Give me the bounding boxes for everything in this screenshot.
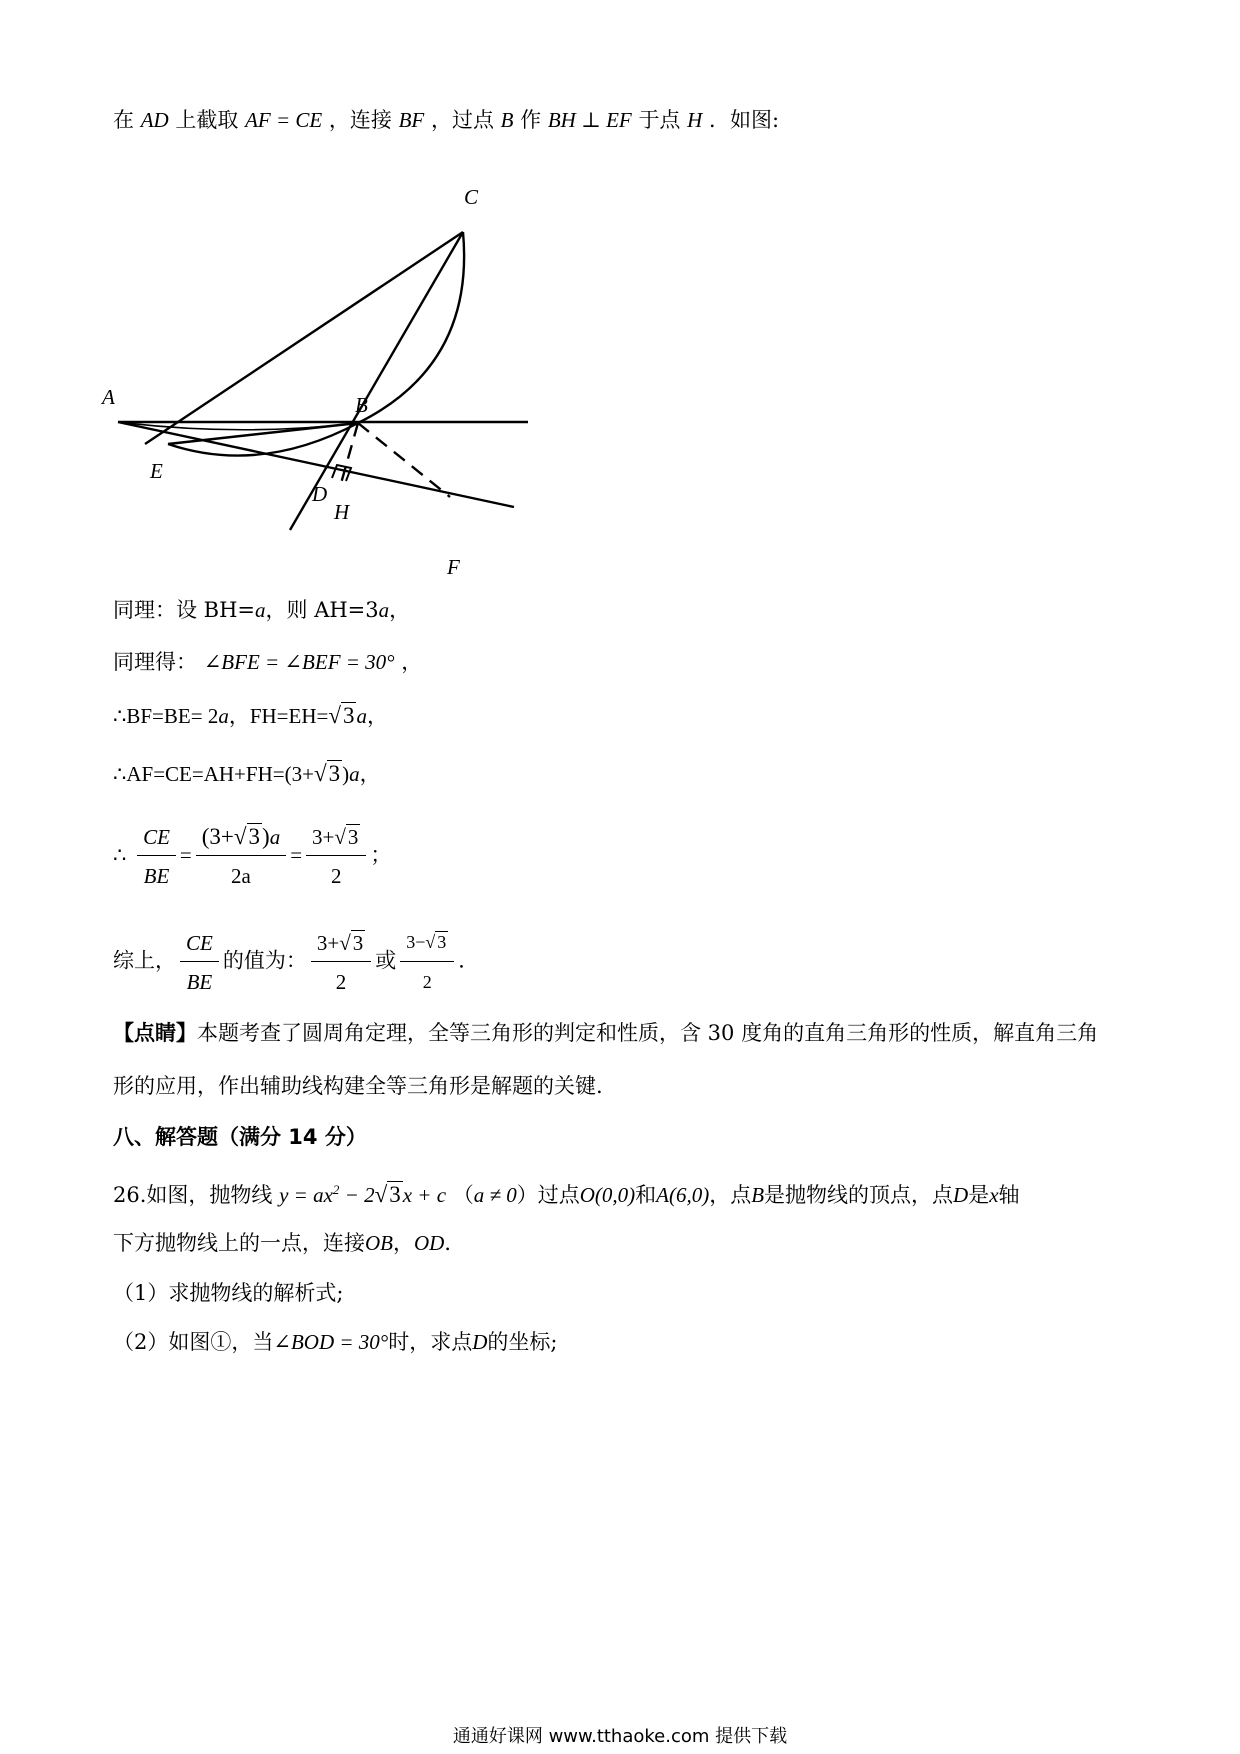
fraction-denominator: 2 bbox=[335, 969, 347, 994]
fraction-numerator: CE bbox=[180, 929, 219, 962]
sqrt-radicand: 3 bbox=[352, 930, 364, 955]
equals-sign: = bbox=[179, 843, 192, 867]
segment-BH bbox=[340, 423, 358, 487]
sqrt-radicand: 3 bbox=[389, 1182, 401, 1207]
sqrt-radicand: 3 bbox=[248, 824, 261, 849]
question-2 bbox=[113, 1328, 557, 1356]
step-5 bbox=[113, 823, 391, 890]
intro-text: 在 bbox=[113, 108, 134, 132]
sqrt-symbol: √3 bbox=[313, 761, 341, 786]
expr-part: (3+ bbox=[201, 824, 234, 849]
sqrt-symbol: √3 bbox=[233, 824, 261, 849]
intro-text: 于点 bbox=[638, 108, 681, 132]
geometry-figure bbox=[100, 185, 540, 580]
segment-BF bbox=[358, 423, 450, 497]
step-math: a bbox=[218, 704, 229, 728]
problem-text: 是 bbox=[968, 1183, 990, 1207]
label-F: F bbox=[447, 555, 460, 579]
fraction-ce-be bbox=[137, 823, 176, 890]
step-text: 同理：设 BH= bbox=[113, 598, 256, 622]
therefore-symbol: ∴ bbox=[113, 843, 127, 867]
step-text: ∴AF=CE=AH+FH=(3+ bbox=[113, 762, 314, 786]
problem-math: x bbox=[989, 1183, 999, 1207]
eq-part: − 2 bbox=[339, 1183, 375, 1207]
label-C: C bbox=[464, 185, 479, 209]
step-math: a bbox=[255, 598, 266, 622]
question-1 bbox=[113, 1279, 343, 1307]
eq-part: y = ax bbox=[279, 1183, 333, 1207]
expr-part: 3− bbox=[406, 932, 426, 952]
comment-line-1 bbox=[113, 1019, 1098, 1047]
intro-math: H bbox=[687, 108, 703, 132]
comment-tag: 【点睛】 bbox=[113, 1021, 197, 1045]
comment-text: 形的应用，作出辅助线构建全等三角形是解题的关键. bbox=[113, 1074, 603, 1098]
question-math: D bbox=[472, 1330, 488, 1354]
intro-math: B bbox=[500, 108, 514, 132]
step-text: ， bbox=[359, 762, 381, 786]
question-text: 的坐标; bbox=[487, 1330, 558, 1354]
expr-part: 3+ bbox=[312, 825, 335, 849]
label-E: E bbox=[150, 459, 163, 483]
sqrt-radicand: 3 bbox=[347, 825, 359, 849]
problem-text: 和 bbox=[635, 1183, 657, 1207]
problem-text: ，点 bbox=[709, 1183, 752, 1207]
question-text: （1）求抛物线的解析式; bbox=[113, 1281, 344, 1305]
problem-text: （ bbox=[452, 1183, 474, 1207]
question-text: （2）如图①，当 bbox=[113, 1330, 274, 1354]
fraction-denominator: BE bbox=[186, 969, 213, 994]
fraction-denominator: 2 bbox=[422, 972, 432, 992]
equals-sign: = bbox=[290, 843, 303, 867]
step-1 bbox=[113, 596, 410, 624]
section-title: 八、解答题（满分 14 分） bbox=[113, 1125, 367, 1149]
expr-part: 3+ bbox=[316, 930, 340, 955]
problem-text: ）过点 bbox=[516, 1183, 580, 1207]
fraction-numerator: CE bbox=[137, 823, 176, 856]
problem-math: a ≠ 0 bbox=[473, 1183, 517, 1207]
label-H: H bbox=[334, 500, 350, 524]
step-text: ∴BF=BE= 2 bbox=[113, 704, 219, 728]
step-text: 的值为： bbox=[222, 948, 307, 973]
expr-part: a bbox=[269, 825, 281, 849]
question-text: 时，求点 bbox=[388, 1330, 473, 1354]
fraction-numerator bbox=[400, 928, 454, 962]
intro-math: AD bbox=[140, 108, 169, 132]
fraction-denominator: BE bbox=[143, 864, 170, 888]
step-text: 综上， bbox=[113, 948, 176, 973]
step-text: ， bbox=[389, 598, 411, 622]
step-text: ． bbox=[458, 948, 480, 973]
sqrt-symbol: √3 bbox=[334, 825, 359, 849]
comment-line-2 bbox=[113, 1072, 603, 1100]
intro-math: BH ⊥ EF bbox=[547, 108, 632, 132]
problem-math: B bbox=[751, 1183, 765, 1207]
step-6-conclusion bbox=[113, 928, 479, 996]
sqrt-symbol: √3 bbox=[328, 703, 355, 728]
intro-math: AF = CE bbox=[245, 108, 323, 132]
intro-text: 上截取 bbox=[175, 108, 239, 132]
problem-math: A(6,0) bbox=[656, 1183, 710, 1207]
line-EC bbox=[145, 232, 463, 444]
step-text: ， bbox=[401, 650, 423, 674]
page-footer: 通通好课网 www.tthaoke.com 提供下载 bbox=[452, 1726, 788, 1747]
problem-text: ． bbox=[444, 1231, 466, 1255]
step-math: a bbox=[356, 704, 367, 728]
step-text: ； bbox=[370, 843, 392, 867]
question-math: ∠BOD = 30° bbox=[273, 1330, 389, 1354]
intro-text: ，连接 bbox=[328, 108, 392, 132]
step-text: ，FH=EH= bbox=[228, 704, 329, 728]
sqrt-symbol: √3 bbox=[339, 930, 364, 955]
sqrt-symbol: √ 3 bbox=[425, 932, 447, 952]
comment-text: 本题考查了圆周角定理，全等三角形的判定和性质，含 30 度角的直角三角形的性质，解直角三角 bbox=[197, 1021, 1099, 1045]
problem-math: OB bbox=[365, 1231, 393, 1255]
eq-part: x + c bbox=[402, 1183, 447, 1207]
step-math: a bbox=[349, 762, 360, 786]
fraction-denominator: 2a bbox=[231, 864, 251, 888]
intro-math: BF bbox=[398, 108, 425, 132]
step-math: a bbox=[378, 598, 390, 622]
problem-line-2 bbox=[113, 1229, 465, 1257]
problem-math: D bbox=[953, 1183, 969, 1207]
sqrt-radicand: 3 bbox=[437, 932, 447, 952]
label-D: D bbox=[312, 482, 328, 506]
eq-exponent: 2 bbox=[332, 1182, 340, 1197]
expr-part: ) bbox=[262, 824, 270, 849]
intro-line bbox=[113, 106, 779, 134]
problem-math: O(0,0) bbox=[579, 1183, 636, 1207]
sqrt-radicand: 3 bbox=[328, 761, 341, 786]
step-text: 或 bbox=[375, 948, 397, 973]
fraction-denominator: 2 bbox=[330, 864, 342, 888]
intro-text: ．如图: bbox=[708, 108, 780, 132]
step-text: 同理得： bbox=[113, 650, 197, 674]
sqrt-symbol: √3 bbox=[374, 1182, 401, 1207]
intro-text: ，过点 bbox=[430, 108, 494, 132]
step-text: ) bbox=[342, 762, 350, 786]
problem-math: OD bbox=[414, 1231, 445, 1255]
fraction-ce-be bbox=[180, 929, 219, 996]
step-2 bbox=[113, 648, 422, 676]
fraction-numerator bbox=[306, 823, 366, 856]
problem-line-1 bbox=[113, 1176, 1020, 1209]
problem-text: 下方抛物线上的一点，连接 bbox=[113, 1231, 365, 1255]
parabola-equation bbox=[279, 1183, 446, 1207]
step-3 bbox=[113, 702, 388, 730]
answer-fraction-2 bbox=[400, 928, 454, 996]
answer-fraction-1 bbox=[311, 929, 371, 996]
label-B: B bbox=[355, 393, 368, 417]
problem-text: 轴 bbox=[998, 1183, 1020, 1207]
intro-text: 作 bbox=[520, 108, 542, 132]
fraction-expression bbox=[196, 823, 286, 890]
fraction-result bbox=[306, 823, 366, 890]
problem-text: 是抛物线的顶点，点 bbox=[764, 1183, 954, 1207]
step-4 bbox=[113, 760, 381, 788]
arc-BC bbox=[358, 232, 464, 423]
step-math: ∠BFE = ∠BEF = 30° bbox=[203, 650, 395, 674]
problem-text: ， bbox=[393, 1231, 414, 1255]
step-text: ， bbox=[366, 704, 388, 728]
problem-text: 26.如图，抛物线 bbox=[113, 1183, 273, 1207]
step-text: ，则 AH=3 bbox=[265, 598, 379, 622]
sqrt-radicand: 3 bbox=[342, 703, 355, 728]
fraction-numerator bbox=[311, 929, 371, 962]
label-A: A bbox=[102, 385, 115, 409]
fraction-numerator bbox=[196, 823, 286, 856]
